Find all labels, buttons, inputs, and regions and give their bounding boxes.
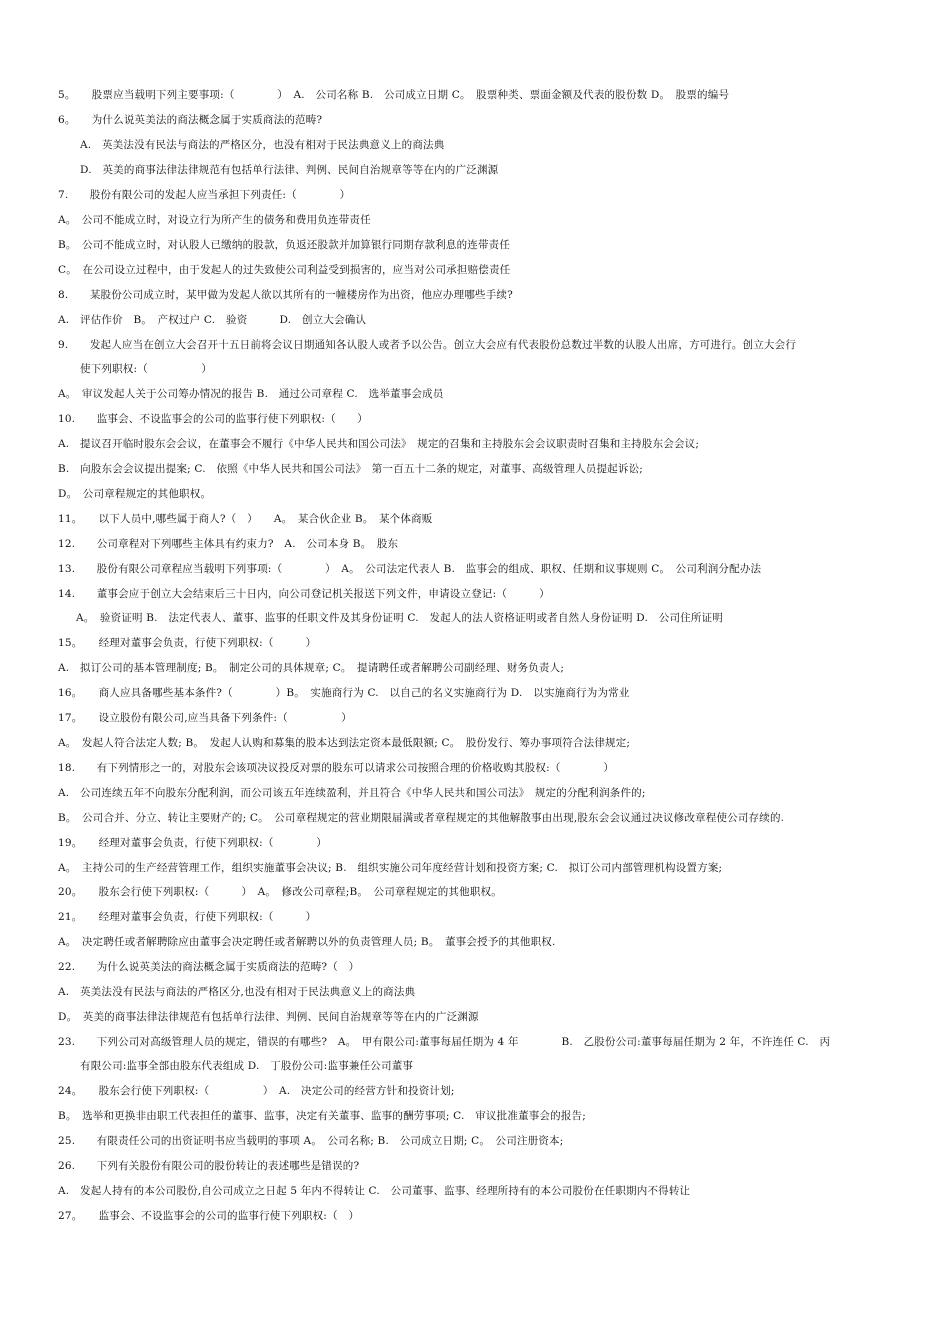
option-line: A。 公司不能成立时，对设立行为所产生的债务和费用负连带责任 [58,214,371,226]
question-18: 18. 有下列情形之一的，对股东会该项决议投反对票的股东可以请求公司按照合理的价格收购其股权:（ ） [58,762,615,774]
option-line: A. 英美法没有民法与商法的严格区分,也没有相对于民法典意义上的商法典 [58,986,416,998]
option-line: A. 评估作价 B。 产权过户 C. 验资 D. 创立大会确认 [58,314,367,326]
option-line: A。 决定聘任或者解聘除应由董事会决定聘任或者解聘以外的负责管理人员; B。 董事会授予的其他职权. [58,936,556,948]
option-line: A。 发起人符合法定人数; B。 发起人认购和募集的股本达到法定资本最低限额; C。 股份发行、筹办事项符合法律规定; [58,737,631,749]
option-line: B。 公司不能成立时，对认股人已缴纳的股款，负返还股款并加算银行同期存款利息的连带责任 [58,239,511,251]
question-17: 17。 设立股份有限公司,应当具备下列条件:（ ） [58,712,352,724]
option-line: B。 选举和更换非由职工代表担任的董事、监事，决定有关董事、监事的酬劳事项; C. 审议批准董事会的报告; [58,1110,586,1122]
option-line: D。 英美的商事法律法律规范有包括单行法律、判例、民间自治规章等等在内的广泛渊源 [58,1011,479,1023]
question-14: 14. 董事会应于创立大会结束后三十日内，向公司登记机关报送下列文件，申请设立登记:（ ） [58,588,550,600]
question-15: 15。 经理对董事会负责，行使下列职权:（ ） [58,637,317,649]
option-line: A. 拟订公司的基本管理制度; B。 制定公司的具体规章; C。 提请聘任或者解聘公司副经理、财务负责人; [58,662,565,674]
question-16: 16。 商人应具备哪些基本条件?（ ）B。 实施商行为 C. 以自己的名义实施商行为 D. 以实施商行为为常业 [58,687,630,699]
question-27: 27。 监事会、不设监事会的公司的监事行使下列职权:（ ） [58,1210,360,1222]
option-line: A. 公司连续五年不向股东分配利润，而公司该五年连续盈利，并且符合《中华人民共和国公司法》 规定的分配利润条件的; [58,787,646,799]
question-11: 11。 以下人员中,哪些属于商人?（ ） A。 某合伙企业 B。 某个体商贩 [58,513,433,525]
question-25: 25. 有限责任公司的出资证明书应当载明的事项 A。 公司名称; B. 公司成立日期; C。 公司注册资本; [58,1135,564,1147]
question-23-continued: 有限公司:监事全部由股东代表组成 D. 丁股份公司:监事兼任公司董事 [80,1060,414,1072]
option-line: C。 在公司设立过程中，由于发起人的过失致使公司利益受到损害的，应当对公司承担赔偿责任 [58,264,511,276]
question-9: 9. 发起人应当在创立大会召开十五日前将会议日期通知各认股人或者予以公告。创立大会应有代表股份总数过半数的认股人出席，方可进行。创立大会行 [58,339,797,351]
option-line: A。 审议发起人关于公司筹办情况的报告 B. 通过公司章程 C. 选举董事会成员 [58,388,444,400]
option-line: D。 公司章程规定的其他职权。 [58,488,212,500]
option-line: B。 公司合并、分立、转让主要财产的; C。 公司章程规定的营业期限届满或者章程规定的其他解散事由出现,股东会会议通过决议修改章程使公司存续的. [58,812,785,824]
option-line: A. 发起人持有的本公司股份,自公司成立之日起 5 年内不得转让 C. 公司董事、监事、经理所持有的本公司股份在任职期内不得转让 [58,1185,691,1197]
option-line: A。 主持公司的生产经营管理工作，组织实施董事会决议; B. 组织实施公司年度经营计划和投资方案; C. 拟订公司内部管理机构设置方案; [58,862,723,874]
question-13: 13. 股份有限公司章程应当载明下列事项:（ ） A。 公司法定代表人 B. 监事会的组成、职权、任期和议事规则 C。 公司利润分配办法 [58,563,762,575]
question-20: 20。 股东会行使下列职权:（ ） A。 修改公司章程;B。 公司章程规定的其他职权。 [58,886,502,898]
question-26: 26. 下列有关股份有限公司的股份转让的表述哪些是错误的? [58,1160,360,1172]
question-5: 5。 股票应当载明下列主要事项:（ ） A. 公司名称 B. 公司成立日期 C。 股票种类、票面金额及代表的股份数 D。 股票的编号 [58,89,730,101]
question-7: 7. 股份有限公司的发起人应当承担下列责任:（ ） [58,189,351,201]
question-6: 6。 为什么说英美法的商法概念属于实质商法的范畴? [58,114,323,126]
option-line: B. 向股东会会议提出提案; C. 依照《中华人民共和国公司法》 第一百五十二条的规定，对董事、高级管理人员提起诉讼; [58,463,644,475]
question-23: 23. 下列公司对高级管理人员的规定，错误的有哪些? A。 甲有限公司:董事每届任期为 4 年 B. 乙股份公司:董事每届任期为 2 年，不许连任 C. 丙 [58,1036,831,1048]
option-line: A. 提议召开临时股东会会议，在董事会不履行《中华人民共和国公司法》 规定的召集和主持股东会会议职责时召集和主持股东会会议; [58,438,700,450]
option-line: A. 英美法没有民法与商法的严格区分，也没有相对于民法典意义上的商法典 [80,139,445,151]
option-line: D. 英美的商事法律法律规范有包括单行法律、判例、民间自治规章等等在内的广泛渊源 [80,164,499,176]
question-10: 10. 监事会、不设监事会的公司的监事行使下列职权:（ ） [58,413,368,425]
question-21: 21。 经理对董事会负责，行使下列职权:（ ） [58,911,317,923]
question-12: 12. 公司章程对下列哪些主体具有约束力? A. 公司本身 B。 股东 [58,538,399,550]
question-22: 22. 为什么说英美法的商法概念属于实质商法的范畴?（ ） [58,961,360,973]
question-24: 24。 股东会行使下列职权:（ ） A. 决定公司的经营方针和投资计划; [58,1085,455,1097]
question-9-continued: 使下列职权:（ ） [80,363,213,375]
question-19: 19。 经理对董事会负责，行使下列职权:（ ） [58,837,328,849]
option-line: A。 验资证明 B. 法定代表人、董事、监事的任职文件及其身份证明 C. 发起人的法人资格证明或者自然人身份证明 D. 公司住所证明 [76,612,723,624]
question-8: 8. 某股份公司成立时，某甲做为发起人欲以其所有的一幢楼房作为出资，他应办理哪些手续? [58,289,513,301]
